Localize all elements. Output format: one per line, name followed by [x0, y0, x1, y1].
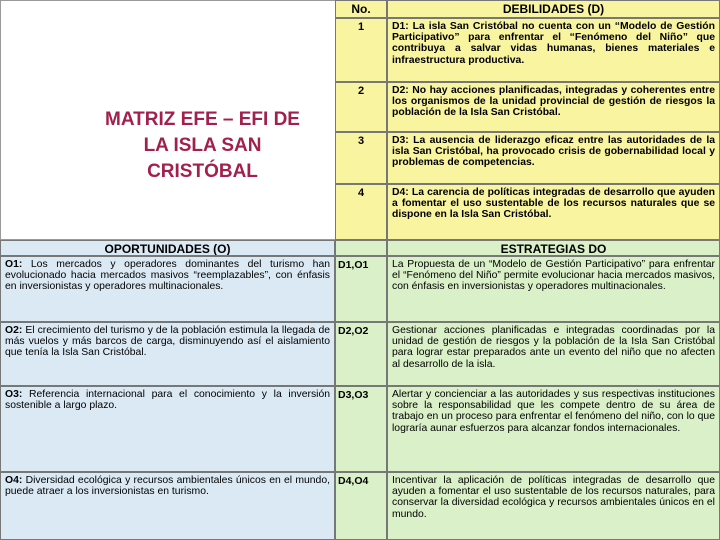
debilidad-code: D4: — [392, 187, 409, 198]
debilidad-description: No hay acciones planificadas, integradas y coherentes entre los organismos de la unidad provincial de gestión de riesgos la población de la Isla San Cristóbal. — [392, 85, 715, 119]
debilidad-text — [387, 82, 720, 132]
oportunidad-text — [0, 256, 335, 322]
strategy-text — [387, 322, 720, 386]
strategy-text — [387, 256, 720, 322]
oportunidad-code: O4: — [5, 475, 23, 486]
page-title: MATRIZ EFE – EFI DE LA ISLA SAN CRISTÓBAL — [105, 109, 300, 182]
strategy-code: D4,O4 — [335, 472, 387, 540]
oportunidad-description: Los mercados y operadores dominantes del turismo han evolucionado hacia mercados masivos “reemplazables”, con énfasis en inversionistas y operadores multinacionales. — [5, 259, 330, 293]
oportunidad-description: El crecimiento del turismo y de la población estimula la llegada de más vuelos y más barcos de carga, disminuyendo así el aislamiento que tenía la Isla San Cristóbal. — [5, 325, 330, 359]
debilidad-description: La isla San Cristóbal no cuenta con un “Modelo de Gestión Participativo” para enfrentar el “Fenómeno del Niño” que contribuya a salvar vidas humanas, bienes materiales e infraestructura productiva. — [392, 21, 715, 66]
oportunidades-header: OPORTUNIDADES (O) — [0, 240, 335, 256]
strategy-text — [387, 386, 720, 472]
strategy-description: Alertar y concienciar a las autoridades y sus respectivas instituciones sobre la responsabilidad que les compete dentro de su área de trabajo en un proceso para enfrentar el fenómeno del niño, con lo que lograría aunar esfuerzos para alcanzar fondos internacionales. — [392, 389, 715, 434]
debilidad-text — [387, 132, 720, 184]
strategy-code: D1,O1 — [335, 256, 387, 322]
debilidad-code: D2: — [392, 85, 409, 96]
debilidad-number: 4 — [335, 184, 387, 240]
oportunidad-text — [0, 472, 335, 540]
debilidad-text — [387, 184, 720, 240]
oportunidad-text — [0, 322, 335, 386]
debilidad-number: 1 — [335, 18, 387, 82]
debilidades-no-header: No. — [335, 0, 387, 18]
oportunidad-code: O3: — [5, 389, 23, 400]
strategy-code: D3,O3 — [335, 386, 387, 472]
debilidad-description: La carencia de políticas integradas de desarrollo que ayuden a fomentar el uso sustentable de los recursos naturales que se dispone en la Isla San Cristóbal. — [392, 187, 715, 221]
debilidad-text — [387, 18, 720, 82]
oportunidad-code: O2: — [5, 325, 23, 336]
debilidad-code: D1: — [392, 21, 409, 32]
strategy-description: Incentivar la aplicación de políticas integradas de desarrollo que ayuden a fomentar el uso sustentable de los recursos naturales, para conservar la diversidad ecológica y recursos ambientales únicos en el mundo. — [392, 475, 715, 520]
strategy-description: La Propuesta de un “Modelo de Gestión Participativo” para enfrentar el “Fenómeno del Niño” permite evolucionar hacia mercados masivos, con énfasis en inversionistas y operadores multinacionales. — [392, 259, 715, 293]
oportunidad-code: O1: — [5, 259, 23, 270]
strategy-code: D2,O2 — [335, 322, 387, 386]
debilidad-number: 3 — [335, 132, 387, 184]
estrategias-header: ESTRATEGIAS DO — [387, 240, 720, 256]
debilidad-number: 2 — [335, 82, 387, 132]
oportunidad-text — [0, 386, 335, 472]
debilidades-header: DEBILIDADES (D) — [387, 0, 720, 18]
debilidad-description: La ausencia de liderazgo eficaz entre las autoridades de la isla San Cristóbal, ha provocado crisis de gobernabilidad local y problemas de competencias. — [392, 135, 715, 169]
oportunidad-description: Referencia internacional para el conocimiento y la inversión sostenible a largo plazo. — [5, 389, 330, 412]
strategy-text — [387, 472, 720, 540]
oportunidad-description: Diversidad ecológica y recursos ambientales únicos en el mundo, puede atraer a los inversionistas en turismo. — [5, 475, 330, 498]
debilidad-code: D3: — [392, 135, 409, 146]
code-header-spacer — [335, 240, 387, 256]
strategy-description: Gestionar acciones planificadas e integradas coordinadas por la unidad de gestión de riesgos y la población de la Isla San Cristóbal para lograr estar preparados ante un evento del niño que no afecten al desarrollo de la isla. — [392, 325, 715, 370]
